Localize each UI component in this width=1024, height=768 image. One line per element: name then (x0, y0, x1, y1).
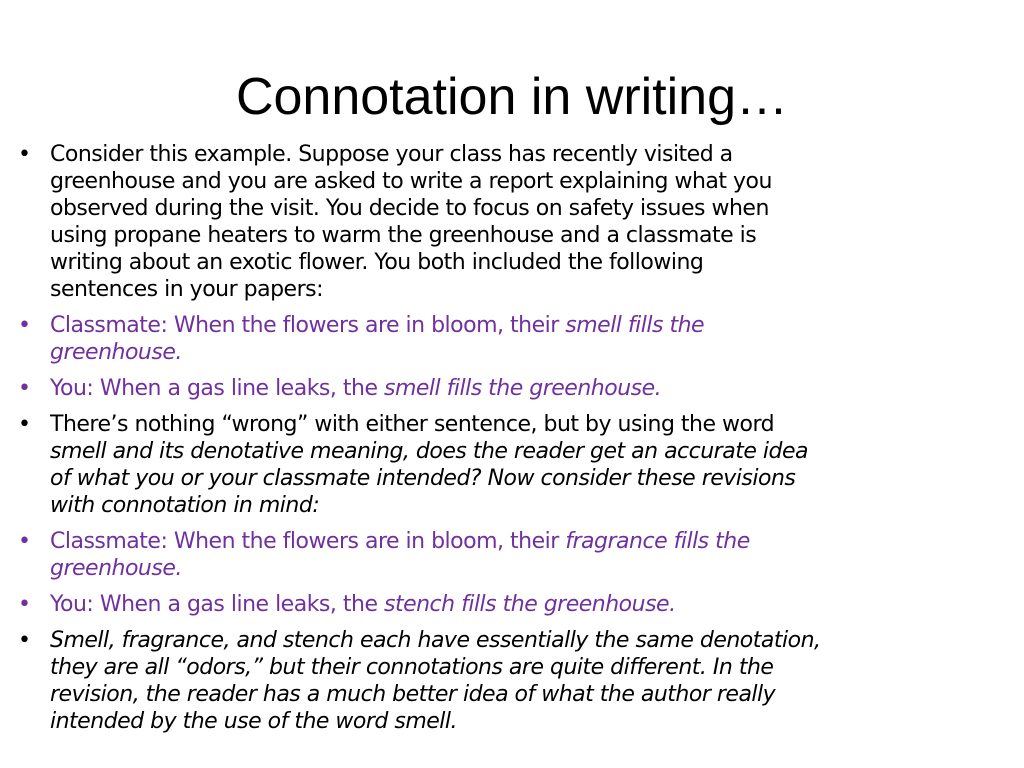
bullet-line (50, 411, 1018, 438)
italic-text: greenhouse. (50, 340, 182, 365)
bullet-line (50, 222, 1018, 249)
bullet-item (18, 528, 1018, 582)
bullet-line (50, 339, 1018, 366)
bullet-line (50, 708, 1018, 735)
italic-text: smell and its denotative meaning, does the reader get an accurate idea (50, 439, 808, 464)
italic-text: fragrance fills the (565, 529, 750, 554)
text: Classmate: When the flowers are in bloom, their (50, 313, 566, 338)
text: Classmate: When the flowers are in bloom, their (50, 529, 566, 554)
text: sentences in your papers: (50, 277, 324, 302)
italic-text: greenhouse. (50, 556, 182, 581)
text: You: When a gas line leaks, the (50, 592, 384, 617)
bullet-item (18, 141, 1018, 303)
bullet-line (50, 654, 1018, 681)
italic-text: with connotation in mind: (50, 493, 320, 518)
italic-text: revision, the reader has a much better idea of what the author really (50, 682, 776, 707)
bullet-line (50, 555, 1018, 582)
bullet-marker: • (18, 592, 31, 617)
italic-text: stench fills the greenhouse. (383, 592, 676, 617)
bullet-line (50, 276, 1018, 303)
bullet-line (50, 681, 1018, 708)
bullet-line (50, 492, 1018, 519)
bullet-item (18, 411, 1018, 519)
bullet-line (50, 141, 1018, 168)
italic-text: smell fills the greenhouse. (383, 376, 662, 401)
italic-text: Smell, fragrance, and stench each have essentially the same denotation, (50, 628, 821, 653)
italic-text: intended by the use of the word smell. (50, 709, 458, 734)
bullet-line (50, 195, 1018, 222)
italic-text: they are all “odors,” but their connotations are quite different. In the (50, 655, 774, 680)
text: Consider this example. Suppose your class has recently visited a (50, 142, 733, 167)
bullet-item (18, 375, 1018, 402)
bullet-marker: • (18, 142, 31, 167)
bullet-line (50, 591, 1018, 618)
text: writing about an exotic flower. You both included the following (50, 250, 704, 275)
text: There’s nothing “wrong” with either sentence, but by using the word (50, 412, 775, 437)
bullet-line (50, 528, 1018, 555)
italic-text: smell fills the (565, 313, 705, 338)
bullet-line (50, 249, 1018, 276)
bullet-marker: • (18, 376, 31, 401)
text: using propane heaters to warm the greenhouse and a classmate is (50, 223, 757, 248)
bullet-line (50, 312, 1018, 339)
slide-title: Connotation in writing… (235, 68, 789, 126)
bullet-line (50, 438, 1018, 465)
bullet-marker: • (18, 529, 31, 554)
bullet-marker: • (18, 628, 31, 653)
bullet-marker: • (18, 313, 31, 338)
bullet-line (50, 627, 1018, 654)
bullet-item (18, 627, 1018, 735)
text: greenhouse and you are asked to write a report explaining what you (50, 169, 772, 194)
bullet-item (18, 591, 1018, 618)
bullet-list (18, 141, 1018, 744)
bullet-line (50, 168, 1018, 195)
text: You: When a gas line leaks, the (50, 376, 384, 401)
bullet-item (18, 312, 1018, 366)
bullet-line (50, 465, 1018, 492)
bullet-marker: • (18, 412, 31, 437)
italic-text: of what you or your classmate intended? Now consider these revisions (50, 466, 796, 491)
text: observed during the visit. You decide to focus on safety issues when (50, 196, 769, 221)
bullet-line (50, 375, 1018, 402)
